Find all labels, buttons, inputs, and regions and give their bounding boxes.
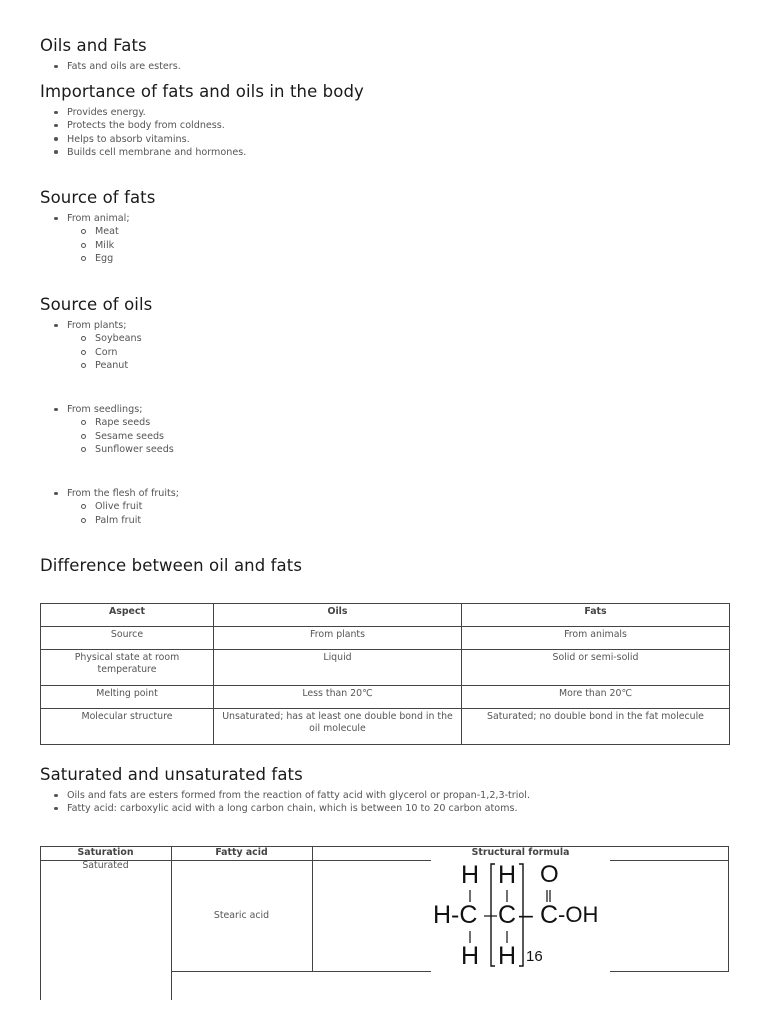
formula-atom: C <box>498 901 517 929</box>
list-item: Meat <box>40 225 130 238</box>
list-item: Soybeans <box>40 332 142 345</box>
formula-atom: H <box>498 861 517 889</box>
list-item: Oils and fats are esters formed from the reaction of fatty acid with glycerol or propan-1,2,3-triol. <box>40 789 530 802</box>
table-cell: Liquid <box>214 650 462 686</box>
formula-bond: – <box>519 901 533 929</box>
table-cell: Physical state at room temperature <box>41 650 214 686</box>
stearic-acid-structural-formula <box>431 858 610 970</box>
formula-bonds <box>431 858 610 970</box>
heading-saturated: Saturated and unsaturated fats <box>40 765 303 784</box>
table-cell: Solid or semi-solid <box>462 650 730 686</box>
heading-source-of-fats: Source of fats <box>40 188 156 207</box>
table-cell: Source <box>41 627 214 650</box>
table-cell: Saturated; no double bond in the fat molecule <box>462 709 730 745</box>
list-item: Peanut <box>40 359 142 372</box>
table-cell: More than 20℃ <box>462 686 730 709</box>
formula-atom: -OH <box>558 902 599 927</box>
list-item: Builds cell membrane and hormones. <box>40 146 246 159</box>
table-header: Fatty acid <box>215 847 268 858</box>
list-item: Fats and oils are esters. <box>40 60 181 73</box>
list-item: Protects the body from coldness. <box>40 119 246 132</box>
table-cell: From plants <box>214 627 462 650</box>
table-header: Oils <box>214 604 462 627</box>
table-header: Saturation <box>77 847 134 858</box>
formula-atom: H <box>461 942 480 970</box>
table-cell: Molecular structure <box>41 709 214 745</box>
formula-atom: C <box>540 901 559 929</box>
table-header: Structural formula <box>471 847 570 858</box>
heading-oils-and-fats: Oils and Fats <box>40 36 147 55</box>
list-item: Palm fruit <box>40 514 179 527</box>
list-item: Helps to absorb vitamins. <box>40 133 246 146</box>
table-cell: Melting point <box>41 686 214 709</box>
list-item: Provides energy. <box>40 106 246 119</box>
formula-atom: H-C <box>433 901 478 929</box>
list-item: Corn <box>40 346 142 359</box>
table-header: Aspect <box>41 604 214 627</box>
formula-atom: O <box>540 861 559 888</box>
formula-atom: H <box>461 861 480 889</box>
list-item: From plants; <box>40 319 142 332</box>
list-item: From the flesh of fruits; <box>40 487 179 500</box>
heading-source-of-oils: Source of oils <box>40 295 153 314</box>
table-cell: Unsaturated; has at least one double bond in the oil molecule <box>214 709 462 745</box>
list-item: Egg <box>40 252 130 265</box>
formula-atom: H <box>498 942 517 970</box>
table-cell: Less than 20℃ <box>214 686 462 709</box>
table-cell: From animals <box>462 627 730 650</box>
list-item: Sunflower seeds <box>40 443 174 456</box>
table-cell: Stearic acid <box>213 910 270 921</box>
formula-repeat-count: 16 <box>526 948 543 965</box>
list-item: Olive fruit <box>40 500 179 513</box>
list-item: Fatty acid: carboxylic acid with a long carbon chain, which is between 10 to 20 carbon atoms. <box>40 802 530 815</box>
heading-difference: Difference between oil and fats <box>40 556 303 575</box>
list-item: Milk <box>40 239 130 252</box>
list-item: From animal; <box>40 212 130 225</box>
table-header: Fats <box>462 604 730 627</box>
list-item: Rape seeds <box>40 416 174 429</box>
list-item: From seedlings; <box>40 403 174 416</box>
list-item: Sesame seeds <box>40 430 174 443</box>
table-cell: Saturated <box>82 860 129 871</box>
heading-importance: Importance of fats and oils in the body <box>40 82 364 101</box>
